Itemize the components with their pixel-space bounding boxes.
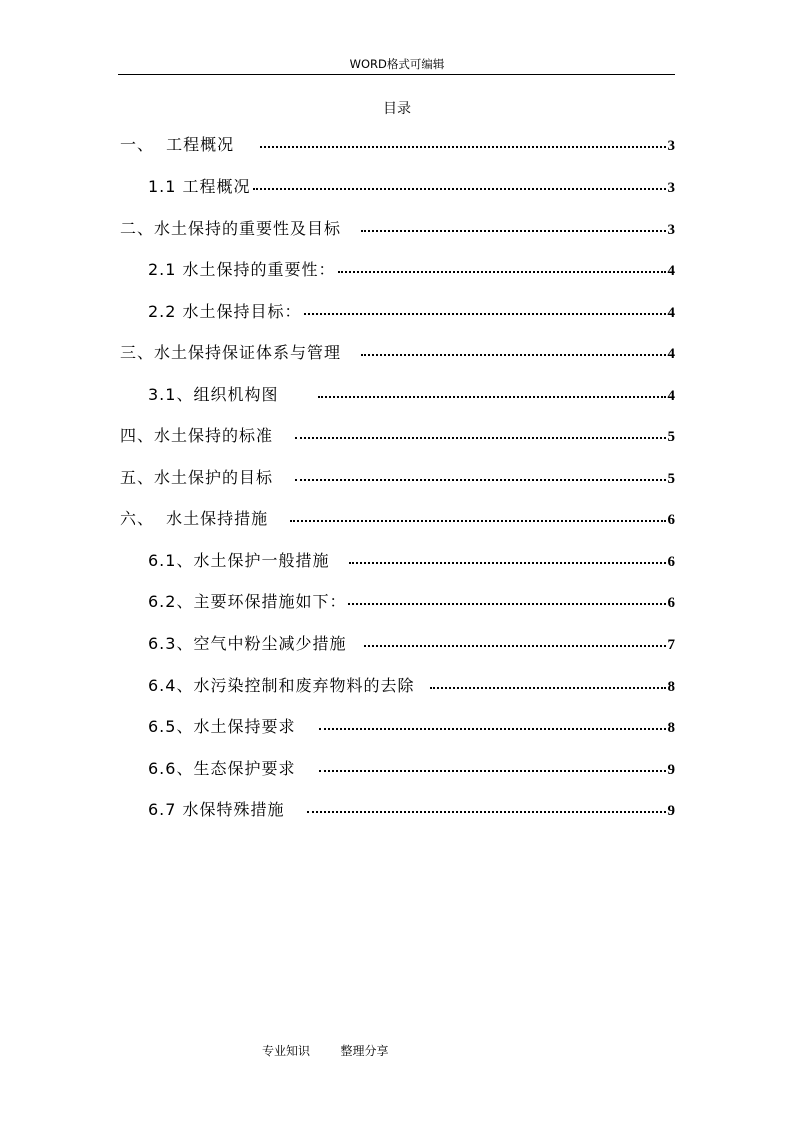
toc-entry[interactable]: [148, 248, 675, 280]
dot-leader: [319, 728, 665, 730]
toc-entry-label: 三、水土保持保证体系与管理: [120, 343, 342, 362]
toc-entry-page: 6: [667, 554, 675, 570]
footer-left-text: 专业知识: [262, 1044, 311, 1058]
toc-entry-label: 6.4、水污染控制和废弃物料的去除: [148, 676, 415, 695]
toc-entry-page: 6: [667, 512, 675, 528]
toc-entry-page: 7: [667, 637, 675, 653]
toc-entry-page: 6: [667, 595, 675, 611]
toc-entry-label: 6.6、生态保护要求: [148, 759, 296, 778]
dot-leader: [307, 811, 666, 813]
toc-entry[interactable]: [148, 165, 675, 197]
toc-entry[interactable]: [120, 414, 675, 446]
toc-entry-page: 5: [667, 429, 675, 445]
toc-entry-label: 3.1、组织机构图: [148, 385, 279, 404]
toc-entry-page: 8: [667, 679, 675, 695]
page-header: WORD格式可编辑: [349, 57, 445, 71]
dot-leader: [348, 603, 665, 605]
dot-leader: [338, 271, 666, 273]
page-footer: [262, 1042, 389, 1059]
toc-entry-page: 9: [667, 762, 675, 778]
dot-leader: [349, 562, 665, 564]
toc-entry-page: 4: [667, 388, 675, 404]
toc-entry[interactable]: [148, 664, 675, 696]
toc-entry-page: 3: [667, 180, 675, 196]
toc-entry[interactable]: [148, 788, 675, 820]
dot-leader: [290, 520, 665, 522]
toc-entry[interactable]: [148, 580, 675, 612]
toc-entry-label: 6.3、空气中粉尘减少措施: [148, 634, 347, 653]
dot-leader: [318, 396, 665, 398]
toc-entry-label: 四、水土保持的标准: [120, 426, 274, 445]
toc-entry-page: 3: [667, 222, 675, 238]
dot-leader: [430, 687, 665, 689]
toc-entry[interactable]: [148, 622, 675, 654]
toc-entry-label: 6.1、水土保护一般措施: [148, 551, 330, 570]
toc-entry-page: 4: [667, 346, 675, 362]
dot-leader: [253, 188, 666, 190]
dot-leader: [364, 645, 665, 647]
dot-leader: [295, 437, 665, 439]
toc-entry-label: 6.7 水保特殊措施: [148, 800, 285, 819]
toc-entry[interactable]: [148, 747, 675, 779]
toc-entry[interactable]: [120, 456, 675, 488]
dot-leader: [361, 230, 665, 232]
toc-entry-label: 6.5、水土保持要求: [148, 717, 296, 736]
toc-entry[interactable]: [120, 331, 675, 363]
toc-entry-label: 2.1 水土保持的重要性：: [148, 260, 336, 279]
toc-entry-page: 4: [667, 305, 675, 321]
toc-entry-label: 五、水土保护的目标: [120, 468, 274, 487]
toc-entry-page: 5: [667, 471, 675, 487]
toc-entry-page: 4: [667, 263, 675, 279]
toc-entry[interactable]: [120, 497, 675, 529]
toc-entry-page: 8: [667, 720, 675, 736]
toc-entry-label: 1.1 工程概况: [148, 177, 251, 196]
toc-entry[interactable]: [148, 373, 675, 405]
toc-title: 目录: [383, 101, 411, 117]
toc-entry[interactable]: [148, 705, 675, 737]
dot-leader: [361, 354, 665, 356]
toc-entry-label: 2.2 水土保持目标：: [148, 302, 302, 321]
toc-entry-label: 六、 水土保持措施: [120, 509, 269, 528]
toc-entry-label: 二、水土保持的重要性及目标: [120, 219, 342, 238]
header-rule: [118, 74, 675, 75]
toc-entry[interactable]: [120, 123, 675, 155]
toc-entry-label: 6.2、主要环保措施如下：: [148, 592, 347, 611]
toc-entry[interactable]: [120, 207, 675, 239]
toc-entry-page: 3: [667, 138, 675, 154]
toc-entry[interactable]: [148, 539, 675, 571]
dot-leader: [304, 313, 666, 315]
dot-leader: [319, 770, 665, 772]
dot-leader: [260, 146, 665, 148]
toc-entry[interactable]: [148, 290, 675, 322]
footer-right-text: 整理分享: [340, 1044, 389, 1058]
toc-entry-label: 一、 工程概况: [120, 135, 235, 154]
dot-leader: [295, 479, 665, 481]
toc-entry-page: 9: [667, 803, 675, 819]
